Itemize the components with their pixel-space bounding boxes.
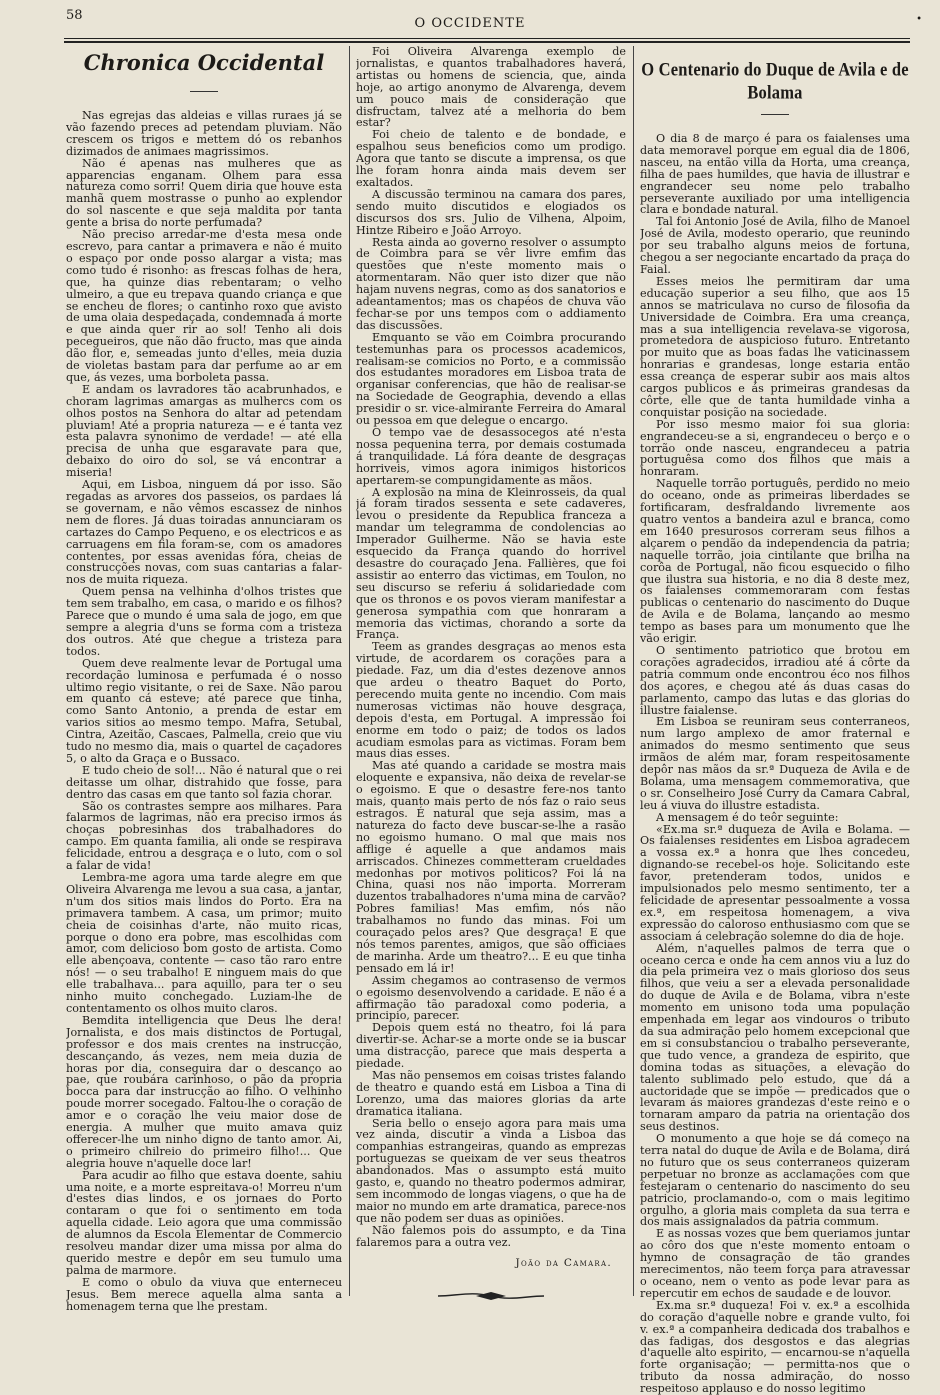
article-paragraph: O sentimento patriotico que brotou em corações agradecidos, irradiou até á côrte da patria commum onde encontrou éco nos filhos dos açores, e chegou até ás duas casas do parlamento, campo das lutas e das glorias do illustre faialense. <box>640 643 910 717</box>
article-paragraph: Foi Oliveira Alvarenga exemplo de jornalistas, e quantos trabalhadores haverá, artistas ou homens de sciencia, que, ainda hoje, ao artigo anonymo de Alvarenga, devem um pouco mais de consideração que disfructam, talvez até a melhoria do bem estar? <box>356 46 626 130</box>
article-paragraph: Depois quem está no theatro, foi lá para divertir-se. Achar-se a morte onde se ia buscar uma distracção, parece que mais desperta a piedade. <box>356 1021 626 1071</box>
author-signature: João da Camara. <box>515 1256 612 1269</box>
article-paragraph: Emquanto se vão em Coimbra procurando testemunhas para os processos academicos, realisam-se comicios no Porto, e a commissão dos estudantes moradores em Lisboa trata de organisar conferencias, que hão de realisar-se na Sociedade de Geographia, devendo a ellas presidir o sr. vice-almirante Ferreira do Amaral ou pessoa em que delegue o encargo. <box>356 330 626 428</box>
article-title: Chronica Occidental <box>83 50 325 75</box>
article-paragraph: Lembra-me agora uma tarde alegre em que Oliveira Alvarenga me levou a sua casa, a jantar, n'um dos sitios mais lindos do Porto. Era na primavera tambem. A casa, um primor; muito cheia de coisinhas d'arte, não muito ricas, porque o dono era pobre, mas escolhidas com amor, com delicioso bom gosto de artista. Como elle abençoava, contente — caso tão raro entre nós! — o seu trabalho! E ninguem mais do que elle trabalhava... para aquillo, para ter o seu ninho muito conchegado. Luziam-lhe de contentamento os olhos muito claros. <box>66 871 342 1015</box>
article-paragraph: Por isso mesmo maior foi sua gloria: engrandeceu-se a si, engrandeceu o berço e o torrão onde nasceu, engrandeceu a patria portuguêsa como dos filhos que mais a honraram. <box>640 417 910 479</box>
column-1 <box>66 46 342 1313</box>
article-paragraph: Quem pensa na velhinha d'olhos tristes que tem sem trabalho, em casa, o marido e os filhos? Parece que o mundo é uma sala de jogo, em que sempre a alegria d'uns se forma com a tristeza dos outros. Até que chegue a tristeza para todos. <box>66 585 342 658</box>
article-title: O Centenario do Duque de Avila e de Bolama <box>641 58 909 103</box>
article-paragraph: Teem as grandes desgraças ao menos esta virtude, de acordarem os corações para a piedade. Faz, um dia d'estes dezenove annos que ardeu o theatro Baquet do Porto, perecendo muita gente no incendio. Com mais numerosas victimas não houve desgraça, depois d'esta, em Portugal. A impressão foi enorme em todo o paiz; de todos os lados acudiam esmolas para as victimas. Foram bem maus dias esses. <box>356 640 626 761</box>
article-paragraph: A explosão na mina de Kleinrosseis, da qual já foram tirados sessenta e sete cadaveres, levou o presidente da Republica franceza a mandar um telegramma de condolencias ao Imperador Guilherme. Não se havia este esquecido da França quando do horrivel desastre do couraçado Jena. Fallières, que foi assistir ao enterro das victimas, em Toulon, no seu discurso se referiu á solidariedade com que os thronos e os povos vieram manifestar a generosa sympathia com que honraram a memoria das victimas, chorando a sorte da França. <box>356 485 626 642</box>
flourish-ornament-icon <box>436 1287 546 1305</box>
title-rule <box>190 91 218 92</box>
article-paragraph: Assim chegamos ao contrasenso de vermos o egoismo desenvolvendo a caridade. E não é a affirmação tão paradoxal como poderia, a principio, parecer. <box>356 973 626 1023</box>
article-paragraph: Esses meios lhe permitiram dar uma educação superior a seu filho, que aos 15 annos se matriculava no curso de filosofia da Universidade de Coimbra. Era uma creança, mas a sua intelligencia revelava-se vigorosa, prometedora de auspicioso futuro. Entretanto por muito que as boas fadas lhe vaticinassem honrarias e grandesas, longe estaria então essa creança de esperar subir aos mais altos cargos publicos e ás primeiras grandesas da côrte, elle que de tanta humildade vinha a conquistar posição na sociedade. <box>640 274 910 419</box>
article-paragraph: E como o obulo da viuva que enterneceu Jesus. Bem merece aquella alma santa a homenagem terna que lhe prestam. <box>66 1275 342 1313</box>
article-paragraph: Em Lisboa se reuniram seus conterraneos, num largo amplexo de amor fraternal e animados do mesmo sentimento que seus irmãos de além mar, foram respeitosamente depôr nas mãos da sr.ª Duqueza de Avila e de Bolama, uma mensagem commemorativa, que o sr. Conselheiro José Curry da Camara Cabral, leu á viuva do illustre estadista. <box>640 715 910 812</box>
column-divider <box>349 46 350 1296</box>
corner-dot-icon: • <box>916 14 922 25</box>
article-paragraph: Tal foi Antonio José de Avila, filho de Manoel José de Avila, modesto operario, que reunindo por seu trabalho alguns meios de fortuna, chegou a ser negociante encartado da praça do Faial. <box>640 215 910 276</box>
article-paragraph: «Ex.ma sr.ª duqueza de Avila e Bolama. — Os faialenses residentes em Lisboa agradecem a vossa ex.ª a honra que lhes concedeu, dignando-se recebel-os hoje. Solicitando este favor, pretenderam todos, unidos e impulsionados pelo mesmo sentimento, ter a felicidade de apresentar pessoalmente a vossa ex.ª, em respeitosa homenagem, a viva expressão do caloroso enthusiasmo com que se associam á celebração solemne do dia de hoje. <box>640 822 910 943</box>
title-rule <box>761 114 789 115</box>
article-paragraph: Quem deve realmente levar de Portugal uma recordação luminosa e perfumada é o nosso ultimo regio visitante, o rei de Saxe. Não parou em quanto cá esteve; até parece que tinha, como Santo Antonio, a prenda de estar em varios sitios ao mesmo tempo. Mafra, Setubal, Cintra, Azeitão, Cascaes, Palmella, creio que viu tudo no mesmo dia, mais o quartel de caçadores 5, o alto da Graça e o Bussaco. <box>66 656 342 765</box>
article-paragraph: Resta ainda ao governo resolver o assumpto de Coimbra para se vêr livre emfim das questões que n'este momento mais o atormentaram. Não quer isto dizer que não hajam nuvens negras, como as dos sanatorios e adeantamentos; mas os chapéos de chuva vão fechar-se por uns tempos com o addiamento das discussões. <box>356 235 626 332</box>
header-rule <box>64 38 910 39</box>
article-paragraph: E andam os lavradores tão acabrunhados, e choram lagrimas amargas as mulhercs com os olhos postos na Senhora do altar ad petendam pluviam! Até a propria natureza — e é tanta vez esta palavra synonimo de verdade! — até ella precisa de unha que esgaravate para que, debaixo do oiro do sol, se vá encontrar a miseria! <box>66 382 342 480</box>
article-paragraph: Não falemos pois do assumpto, e da Tina falaremos para a outra vez. <box>356 1223 626 1249</box>
article-paragraph: E as nossas vozes que bem queriamos juntar ao côro dos que n'este momento entoam o hymno de consagração de tão grandes merecimentos, não teem força para atravessar o oceano, nem o vento as pode levar para as repercutir em echos de saudade e de louvor. <box>640 1227 910 1300</box>
article-paragraph: São os contrastes sempre aos milhares. Para falarmos de lagrimas, não era preciso irmos ás choças pobresinhas dos trabalhadores do campo. Em quanta familia, ali onde se respirava felicidade, entrou a desgraça e o luto, com o sol a falar de vida! <box>66 799 342 873</box>
article-paragraph: Mas até quando a caridade se mostra mais eloquente e expansiva, não deixa de revelar-se o egoismo. E que o desastre fere-nos tanto mais, quanto mais perto de nós faz o raio seus estragos. É natural que seja assim, mas a natureza do facto deve buscar-se-lhe a rasão no egoismo humano. O mal que mais nos afflige é aquelle a que andamos mais arriscados. Chinezes commetteram crueldades medonhas por motivos politicos? Foi lá na China, quasi nos não importa. Morreram duzentos trabalhadores n'uma mina de carvão? Pobres familias! Mas emfim, nós não trabalhamos no fundo das minas. Foi um couraçado pelos ares? Que desgraça! E que nós temos parentes, amigos, que são officiaes de marinha. Arde um theatro?... E eu que tinha pensado em lá ir! <box>356 759 626 975</box>
article-paragraph: Seria bello o ensejo agora para mais uma vez ainda, discutir a vinda a Lisboa das companhias estrangeiras, quando as emprezas portuguezas se queixam de ver seus theatros abandonados. Mas o assumpto está muito gasto, e, quando no theatro podermos admirar, sem incommodo de longas viagens, o que ha de maior no mundo em arte dramatica, parece-nos que não podem ser duas as opiniões. <box>356 1116 626 1225</box>
article-paragraph: A mensagem é do teôr seguinte: <box>656 810 839 824</box>
article-paragraph: E tudo cheio de sol!... Não é natural que o rei deitasse um olhar, distrahido que fosse, para dentro das casas em que tanto sol fazia chorar. <box>66 763 342 801</box>
article-paragraph: Mas não pensemos em coisas tristes falando de theatro e quando está em Lisboa a Tina di Lorenzo, uma das maiores glorias da arte dramatica italiana. <box>356 1068 626 1118</box>
article-paragraph: Não é apenas nas mulheres que as apparencias enganam. Olhem para essa natureza como sorri! Quem diria que houve esta manhã quem mostrasse o punho ao explendor do sol nascente e que seja maldita por tanta gente a brisa do norte perfumada? <box>66 156 342 230</box>
article-paragraph: Bemdita intelligencia que Deus lhe dera! Jornalista, e dos mais distinctos de Portugal, professor e dos mais crentes na instrucção, descançando, ás vezes, nem meia duzia de horas por dia, conseguira dar o descanço ao pae, que roubára carinhoso, o pão da propria bocca para dar instrucção ao filho. O velhinho poude morrer socegado. Faltou-lhe o coração de amor e o coração lhe veiu maior dose de energia. A mulher que muito amava quiz offerecer-lhe um ninho digno de tanto amor. Ai, o primeiro chilreio do primeiro filho!... Que alegria houve n'aquelle doce lar! <box>66 1013 342 1170</box>
column-2 <box>356 46 626 1305</box>
article-paragraph: Aqui, em Lisboa, ninguem dá por isso. São regadas as arvores dos passeios, os pardaes lá se governam, e não vêmos escassez de ninhos nem de flores. Já duas toiradas annunciaram os cartazes do Campo Pequeno, e os electricos e as carruagens em fila foram-se, com os amadores contentes, por essas avenidas fóra, cheias de construcções novas, com suas cantarias a falar-nos de muita riqueza. <box>66 478 342 587</box>
article-paragraph: O monumento a que hoje se dá começo na terra natal do duque de Avila e de Bolama, dirá no futuro que os seus conterraneos quizeram perpetuar no bronze as acclamações com que festejaram o centenario do nascimento do seu patricio, proclamando-o, com o mais legitimo orgulho, a gloria mais completa da sua terra e dos mais assignalados da patria commum. <box>640 1132 910 1229</box>
article-paragraph: Para acudir ao filho que estava doente, sahiu uma noite, e a morte espreitava-o! Morreu n'um d'estes dias lindos, e os jornaes do Porto contaram o que foi o sentimento em toda aquella cidade. Leio agora que uma commissão de alumnos da Escola Elementar de Commercio resolveu mandar dizer uma missa por alma do querido mestre e depôr em seu tumulo uma palma de marmore. <box>66 1168 342 1277</box>
article-paragraph: Além, n'aquelles palmos de terra que o oceano cerca e onde ha cem annos viu a luz do dia pela primeira vez o mais glorioso dos seus filhos, que veiu a ser a elevada personalidade do duque de Avila e de Bolama, vibra n'este momento em unisono toda uma população empenhada em legar aos vindouros o tributo da sua admiração pelo homem excepcional que em si consubstanciou o trabalho perseverante, que tudo vence, a grandeza de espirito, que domina todas as situações, a elevação do talento sublimado pelo estudo, que dá a auctoridade que se impõe — predicados que o levaram ás maiores grandezas d'este reino e o tornaram amparo da patria na orientação dos seus destinos. <box>640 941 910 1134</box>
article-paragraph: Foi cheio de talento e de bondade, e espalhou seus beneficios como um prodigo. Agora que tanto se discute a imprensa, os que lhe foram honra ainda mais devem ser exaltados. <box>356 128 626 189</box>
page-number: 58 <box>66 8 83 23</box>
article-paragraph: O tempo vae de desassocegos até n'esta nossa pequenina terra, por demais costumada á tranquilidade. Lá fóra deante de desgraças horriveis, vimos agora inimigos historicos apertarem-se compungidamente as mãos. <box>356 426 626 487</box>
article-paragraph: Não preciso arredar-me d'esta mesa onde escrevo, para cantar a primavera e não é muito o espaço por onde posso alargar a vista; mas como tudo é risonho: as frescas folhas de hera, que, ha quinze dias rebentaram; o velho ulmeiro, a que eu trepava quando criança e que se encheu de flores; o cantinho roxo que avisto de uma olaia despedaçada, condemnada á morte e que ainda quer rir ao sol! Tenho ali dois pecegueiros, que não dão fructo, mas que ainda dão flor, e, semeadas junto d'elles, meia duzia de violetas bastam para dar perfume ao ar em que, ás vezes, uma borboleta passa. <box>66 228 342 384</box>
article-paragraph: O dia 8 de março é para os faialenses uma data memoravel porque em egual dia de 1806, nasceu, na então villa da Horta, uma creança, filha de paes humildes, que havia de illustrar e engrandecer seu nome pelo trabalho perseverante auxiliado por uma intelligencia clara e bondade natural. <box>640 132 910 217</box>
article-paragraph: Nas egrejas das aldeias e villas ruraes já se vão fazendo preces ad petendam pluviam. Não crescem os trigos e mettem dó os rebanhos dizimados de animaes magrissimos. <box>66 109 342 158</box>
column-3 <box>640 46 910 1395</box>
column-divider <box>633 46 634 1296</box>
running-title: O OCCIDENTE <box>414 16 526 31</box>
header-rule-thick <box>64 41 910 43</box>
article-paragraph: Naquelle torrão português, perdido no meio do oceano, onde as primeiras liberdades se fortificaram, desfraldando livremente aos quatro ventos a bandeira azul e branca, como em 1640 presurosos correram seus filhos a alçarem o pendão da independencia da patria; naquelle torrão, joia cintilante que brilha na corôa de Portugal, não ficou esquecido o filho que ilustra sua historia, e no dia 8 deste mez, os faialenses commemoraram com festas publicas o centenario do nascimento do Duque de Avila e de Bolama, lançando ao mesmo tempo as bases para um monumento que lhe vão erigir. <box>640 477 910 646</box>
article-paragraph: Ex.ma sr.ª duqueza! Foi v. ex.ª a escolhida do coração d'aquelle nobre e grande vulto, foi v. ex.ª a companheira dedicada dos trabalhos e das fadigas, dos desgostos e das alegrias d'aquelle alto espirito, — encarnou-se n'aquella forte organisação; — permitta-nos que o tributo da nossa admiração, do nosso respeitoso applauso e do nosso legitimo <box>640 1298 910 1395</box>
article-paragraph: A discussão terminou na camara dos pares, sendo muito discutidos e elogiados os discursos dos srs. Julio de Vilhena, Alpoim, Hintze Ribeiro e João Arroyo. <box>356 187 626 237</box>
